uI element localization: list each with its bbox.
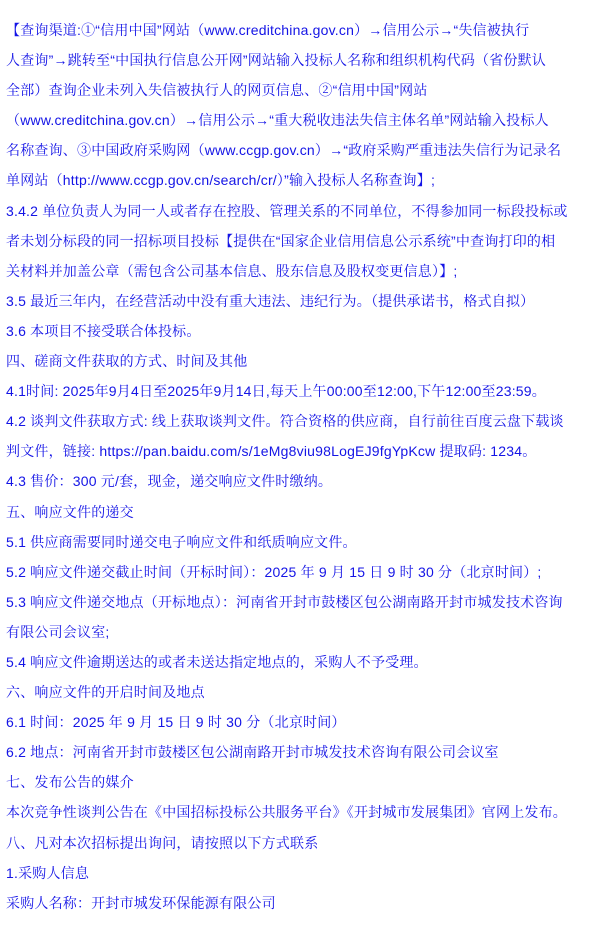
text-line: 关材料并加盖公章（需包含公司基本信息、股东信息及股权变更信息）】; bbox=[6, 262, 458, 279]
text-line: 6.1 时间：2025 年 9 月 15 日 9 时 30 分（北京时间） bbox=[6, 714, 346, 731]
text-line: 四、磋商文件获取的方式、时间及其他 bbox=[6, 353, 248, 370]
text-line: （www.creditchina.gov.cn）→信用公示→“重大税收违法失信主体名单”网站输入投标人 bbox=[6, 112, 549, 129]
text-line: 采购人名称：开封市城发环保能源有限公司 bbox=[6, 894, 276, 911]
text-line: 八、凡对本次招标提出询问，请按照以下方式联系 bbox=[6, 834, 319, 851]
text-line: 人查询”→跳转至“中国执行信息公开网”网站输入投标人名称和组织机构代码（省份默认 bbox=[6, 52, 546, 69]
text-line: 5.3 响应文件递交地点（开标地点）：河南省开封市鼓楼区包公湖南路开封市城发技术咨询 bbox=[6, 593, 563, 610]
text-line: 5.1 供应商需要同时递交电子响应文件和纸质响应文件。 bbox=[6, 533, 357, 550]
text-line: 单网站（http://www.ccgp.gov.cn/search/cr/）”输入投标人名称查询】; bbox=[6, 172, 436, 189]
text-line: 六、响应文件的开启时间及地点 bbox=[6, 684, 205, 701]
text-line: 有限公司会议室; bbox=[6, 623, 110, 640]
text-line: 五、响应文件的递交 bbox=[6, 503, 134, 520]
text-line: 4.2 谈判文件获取方式: 线上获取谈判文件。符合资格的供应商，自行前往百度云盘下载谈 bbox=[6, 413, 564, 430]
text-line: 3.4.2 单位负责人为同一人或者存在控股、管理关系的不同单位，不得参加同一标段投标或 bbox=[6, 202, 568, 219]
text-line: 1.采购人信息 bbox=[6, 864, 90, 881]
text-line: 名称查询、③中国政府采购网（www.ccgp.gov.cn）→“政府采购严重违法失信行为记录名 bbox=[6, 142, 562, 159]
text-line: 3.6 本项目不接受联合体投标。 bbox=[6, 322, 201, 339]
text-line: 判文件，链接: https://pan.baidu.com/s/1eMg8viu98LogEJ9fgYpKcw 提取码: 1234。 bbox=[6, 443, 537, 460]
text-line: 4.3 售价：300 元/套，现金，递交响应文件时缴纳。 bbox=[6, 473, 333, 490]
text-line: 七、发布公告的媒介 bbox=[6, 774, 134, 791]
text-line: 5.2 响应文件递交截止时间（开标时间）：2025 年 9 月 15 日 9 时 30 分（北京时间）; bbox=[6, 563, 542, 580]
text-line: 5.4 响应文件逾期送达的或者未送达指定地点的，采购人不予受理。 bbox=[6, 653, 428, 670]
text-line: 6.2 地点：河南省开封市鼓楼区包公湖南路开封市城发技术咨询有限公司会议室 bbox=[6, 744, 499, 761]
text-line: 全部）查询企业未列入失信被执行人的网页信息、②“信用中国”网站 bbox=[6, 82, 428, 99]
text-line: 4.1时间: 2025年9月4日至2025年9月14日,每天上午00:00至12:00,下午12:00至23:59。 bbox=[6, 383, 546, 400]
text-line: 本次竞争性谈判公告在《中国招标投标公共服务平台》《开封城市发展集团》官网上发布。 bbox=[6, 804, 567, 821]
text-line: 者未划分标段的同一招标项目投标【提供在“国家企业信用信息公示系统”中查询打印的相 bbox=[6, 232, 556, 249]
text-line: 【查询渠道:①“信用中国”网站（www.creditchina.gov.cn）→信用公示→“失信被执行 bbox=[6, 22, 530, 38]
text-line: 3.5 最近三年内，在经营活动中没有重大违法、违纪行为。（提供承诺书，格式自拟） bbox=[6, 292, 535, 309]
